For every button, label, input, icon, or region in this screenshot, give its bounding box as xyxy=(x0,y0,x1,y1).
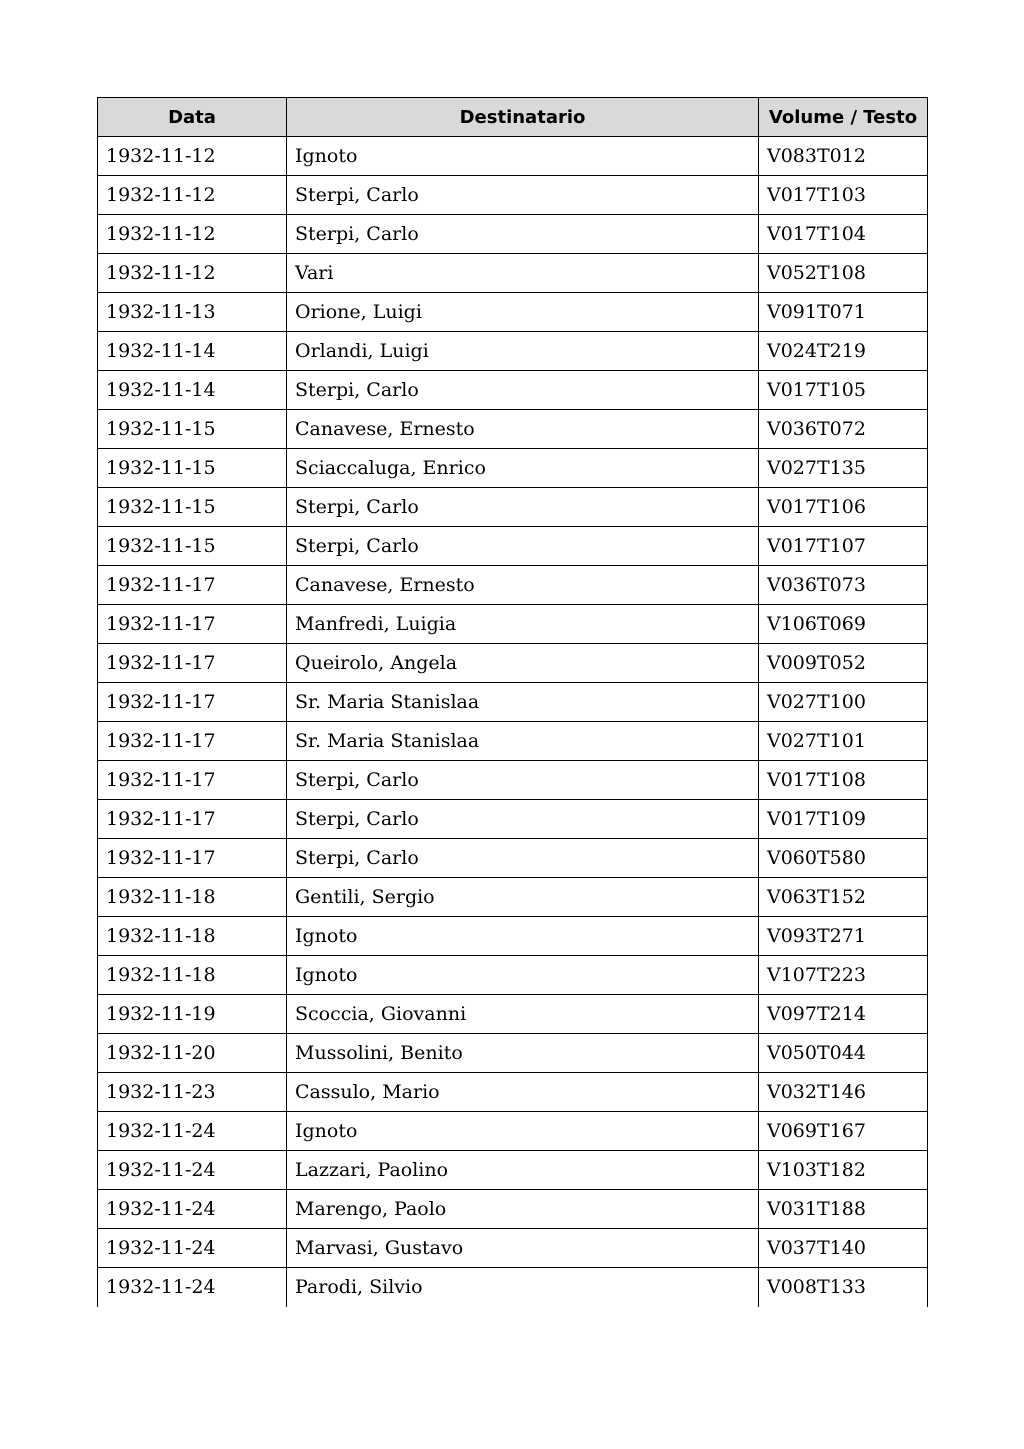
cell-date: 1932-11-15 xyxy=(98,488,287,527)
cell-date: 1932-11-18 xyxy=(98,917,287,956)
cell-recipient: Orione, Luigi xyxy=(287,293,759,332)
cell-recipient: Scoccia, Giovanni xyxy=(287,995,759,1034)
table-body xyxy=(98,137,928,1307)
table-row xyxy=(98,995,928,1034)
table-row xyxy=(98,1268,928,1307)
table-row xyxy=(98,449,928,488)
cell-recipient: Ignoto xyxy=(287,137,759,176)
cell-volume: V063T152 xyxy=(759,878,928,917)
cell-volume: V103T182 xyxy=(759,1151,928,1190)
cell-volume: V052T108 xyxy=(759,254,928,293)
cell-volume: V083T012 xyxy=(759,137,928,176)
cell-date: 1932-11-17 xyxy=(98,761,287,800)
table-row xyxy=(98,215,928,254)
table-row xyxy=(98,176,928,215)
cell-date: 1932-11-12 xyxy=(98,137,287,176)
table-row xyxy=(98,293,928,332)
table-row xyxy=(98,1112,928,1151)
table-row xyxy=(98,137,928,176)
cell-date: 1932-11-12 xyxy=(98,254,287,293)
table-row xyxy=(98,878,928,917)
cell-recipient: Orlandi, Luigi xyxy=(287,332,759,371)
cell-volume: V097T214 xyxy=(759,995,928,1034)
cell-recipient: Sterpi, Carlo xyxy=(287,800,759,839)
cell-recipient: Sterpi, Carlo xyxy=(287,176,759,215)
table-row xyxy=(98,722,928,761)
cell-volume: V017T104 xyxy=(759,215,928,254)
cell-recipient: Sterpi, Carlo xyxy=(287,527,759,566)
table-row xyxy=(98,410,928,449)
cell-recipient: Ignoto xyxy=(287,917,759,956)
cell-volume: V017T103 xyxy=(759,176,928,215)
cell-date: 1932-11-17 xyxy=(98,605,287,644)
header-recipient: Destinatario xyxy=(287,98,759,137)
cell-volume: V017T107 xyxy=(759,527,928,566)
table-row xyxy=(98,1190,928,1229)
table-row xyxy=(98,644,928,683)
table-row xyxy=(98,1151,928,1190)
table-row xyxy=(98,254,928,293)
table-row xyxy=(98,956,928,995)
cell-recipient: Sciaccaluga, Enrico xyxy=(287,449,759,488)
cell-recipient: Canavese, Ernesto xyxy=(287,410,759,449)
cell-date: 1932-11-17 xyxy=(98,839,287,878)
cell-date: 1932-11-14 xyxy=(98,371,287,410)
cell-date: 1932-11-17 xyxy=(98,644,287,683)
cell-recipient: Manfredi, Luigia xyxy=(287,605,759,644)
cell-volume: V017T105 xyxy=(759,371,928,410)
table-header xyxy=(98,98,928,137)
cell-volume: V017T109 xyxy=(759,800,928,839)
cell-recipient: Queirolo, Angela xyxy=(287,644,759,683)
table-row xyxy=(98,527,928,566)
table-row xyxy=(98,332,928,371)
cell-volume: V008T133 xyxy=(759,1268,928,1307)
cell-volume: V036T072 xyxy=(759,410,928,449)
cell-recipient: Cassulo, Mario xyxy=(287,1073,759,1112)
cell-date: 1932-11-23 xyxy=(98,1073,287,1112)
cell-date: 1932-11-18 xyxy=(98,878,287,917)
cell-recipient: Gentili, Sergio xyxy=(287,878,759,917)
cell-volume: V031T188 xyxy=(759,1190,928,1229)
cell-recipient: Vari xyxy=(287,254,759,293)
cell-volume: V069T167 xyxy=(759,1112,928,1151)
cell-volume: V036T073 xyxy=(759,566,928,605)
cell-date: 1932-11-24 xyxy=(98,1190,287,1229)
cell-date: 1932-11-24 xyxy=(98,1151,287,1190)
cell-volume: V032T146 xyxy=(759,1073,928,1112)
table-row xyxy=(98,371,928,410)
header-volume: Volume / Testo xyxy=(759,98,928,137)
cell-date: 1932-11-24 xyxy=(98,1229,287,1268)
cell-volume: V027T101 xyxy=(759,722,928,761)
cell-date: 1932-11-12 xyxy=(98,176,287,215)
cell-recipient: Marengo, Paolo xyxy=(287,1190,759,1229)
cell-recipient: Lazzari, Paolino xyxy=(287,1151,759,1190)
cell-recipient: Ignoto xyxy=(287,956,759,995)
table-row xyxy=(98,1034,928,1073)
cell-recipient: Ignoto xyxy=(287,1112,759,1151)
table-row xyxy=(98,1229,928,1268)
cell-date: 1932-11-15 xyxy=(98,449,287,488)
cell-recipient: Sterpi, Carlo xyxy=(287,839,759,878)
cell-volume: V107T223 xyxy=(759,956,928,995)
letters-table xyxy=(97,97,928,1307)
cell-recipient: Sr. Maria Stanislaa xyxy=(287,683,759,722)
cell-recipient: Sterpi, Carlo xyxy=(287,761,759,800)
cell-date: 1932-11-19 xyxy=(98,995,287,1034)
cell-recipient: Sr. Maria Stanislaa xyxy=(287,722,759,761)
table-row xyxy=(98,1073,928,1112)
cell-volume: V050T044 xyxy=(759,1034,928,1073)
cell-date: 1932-11-12 xyxy=(98,215,287,254)
cell-date: 1932-11-24 xyxy=(98,1268,287,1307)
table-row xyxy=(98,683,928,722)
cell-date: 1932-11-24 xyxy=(98,1112,287,1151)
cell-volume: V093T271 xyxy=(759,917,928,956)
cell-date: 1932-11-13 xyxy=(98,293,287,332)
cell-recipient: Parodi, Silvio xyxy=(287,1268,759,1307)
cell-recipient: Canavese, Ernesto xyxy=(287,566,759,605)
cell-volume: V017T106 xyxy=(759,488,928,527)
cell-date: 1932-11-14 xyxy=(98,332,287,371)
cell-date: 1932-11-17 xyxy=(98,722,287,761)
table-row xyxy=(98,488,928,527)
cell-volume: V027T100 xyxy=(759,683,928,722)
cell-volume: V091T071 xyxy=(759,293,928,332)
cell-date: 1932-11-15 xyxy=(98,527,287,566)
cell-date: 1932-11-17 xyxy=(98,800,287,839)
header-row xyxy=(98,98,928,137)
header-date: Data xyxy=(98,98,287,137)
cell-recipient: Mussolini, Benito xyxy=(287,1034,759,1073)
table-row xyxy=(98,566,928,605)
cell-volume: V024T219 xyxy=(759,332,928,371)
cell-recipient: Sterpi, Carlo xyxy=(287,371,759,410)
cell-volume: V017T108 xyxy=(759,761,928,800)
table-row xyxy=(98,800,928,839)
cell-recipient: Sterpi, Carlo xyxy=(287,488,759,527)
table-row xyxy=(98,605,928,644)
cell-date: 1932-11-20 xyxy=(98,1034,287,1073)
cell-date: 1932-11-17 xyxy=(98,683,287,722)
cell-volume: V037T140 xyxy=(759,1229,928,1268)
cell-volume: V106T069 xyxy=(759,605,928,644)
cell-date: 1932-11-18 xyxy=(98,956,287,995)
table-row xyxy=(98,917,928,956)
cell-volume: V060T580 xyxy=(759,839,928,878)
cell-recipient: Sterpi, Carlo xyxy=(287,215,759,254)
cell-recipient: Marvasi, Gustavo xyxy=(287,1229,759,1268)
table-row xyxy=(98,839,928,878)
cell-volume: V027T135 xyxy=(759,449,928,488)
cell-volume: V009T052 xyxy=(759,644,928,683)
table-row xyxy=(98,761,928,800)
cell-date: 1932-11-15 xyxy=(98,410,287,449)
cell-date: 1932-11-17 xyxy=(98,566,287,605)
